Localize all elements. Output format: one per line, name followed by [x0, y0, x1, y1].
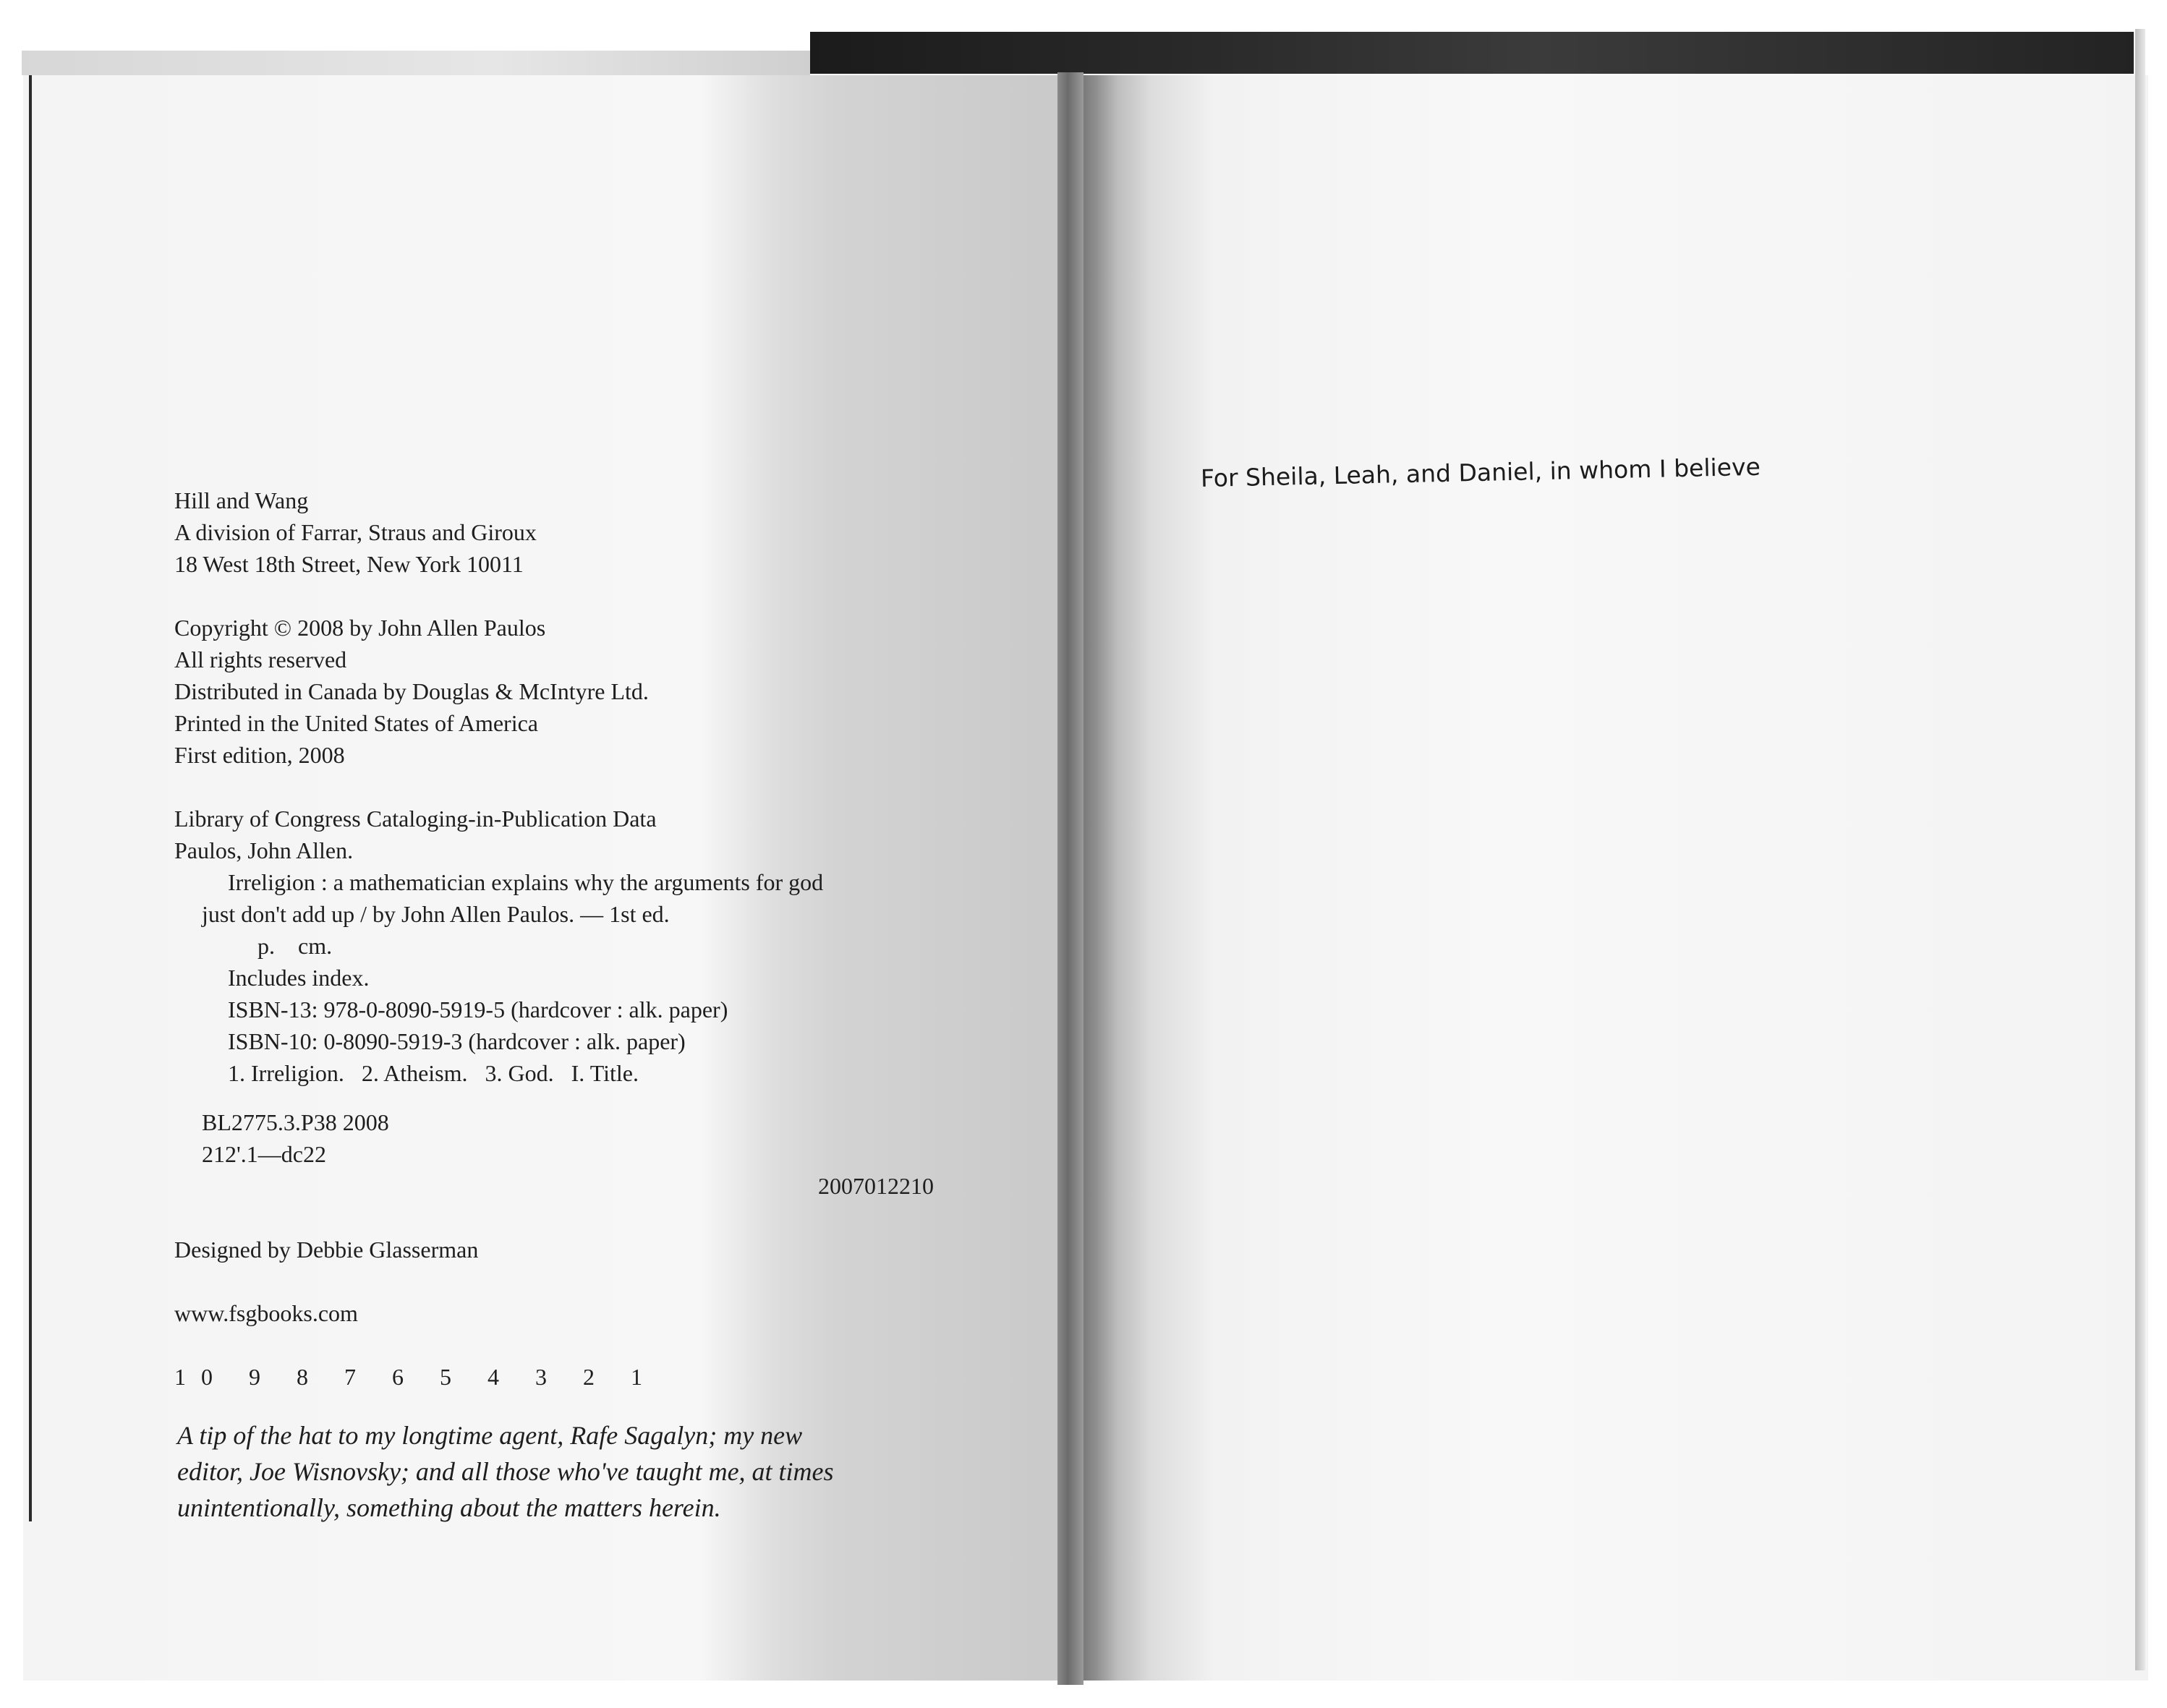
cip-title-line-2: just don't add up / by John Allen Paulos. — 1st ed. [202, 901, 670, 927]
acknowledgment-line-2: editor, Joe Wisnovsky; and all those who've taught me, at times [177, 1457, 834, 1486]
rights-reserved: All rights reserved [174, 646, 347, 672]
cip-isbn10: ISBN-10: 0-8090-5919-3 (hardcover : alk. paper) [228, 1028, 686, 1054]
publisher-division: A division of Farrar, Straus and Giroux [174, 519, 537, 545]
publisher-website: www.fsgbooks.com [174, 1300, 358, 1326]
acknowledgment-line-3: unintentionally, something about the matters herein. [177, 1493, 721, 1522]
acknowledgment-line-1: A tip of the hat to my longtime agent, Rafe Sagalyn; my new [177, 1421, 803, 1450]
cip-lccn: 2007012210 [818, 1173, 934, 1199]
cip-subjects: 1. Irreligion. 2. Atheism. 3. God. I. Title. [228, 1060, 639, 1086]
publisher-address: 18 West 18th Street, New York 10011 [174, 551, 524, 577]
edition: First edition, 2008 [174, 742, 345, 768]
cip-title-line-1: Irreligion : a mathematician explains why the arguments for god [228, 869, 824, 895]
printing-line: 10 9 8 7 6 5 4 3 2 1 [174, 1364, 657, 1390]
left-page-edge [29, 75, 32, 1521]
printed-in: Printed in the United States of America [174, 710, 538, 736]
dedication: For Sheila, Leah, and Daniel, in whom I believe [1200, 452, 1761, 492]
copyright-notice: Copyright © 2008 by John Allen Paulos [174, 615, 546, 641]
book-gutter [1057, 72, 1084, 1685]
cip-physical: p. cm. [257, 933, 333, 959]
cip-index-note: Includes index. [228, 965, 370, 991]
copyright-page-text [174, 484, 955, 1393]
canada-distribution: Distributed in Canada by Douglas & McIntyre Ltd. [174, 678, 649, 704]
publisher-name: Hill and Wang [174, 487, 309, 513]
acknowledgment [177, 1417, 973, 1526]
designer-credit: Designed by Debbie Glasserman [174, 1237, 479, 1263]
cip-isbn13: ISBN-13: 978-0-8090-5919-5 (hardcover : alk. paper) [228, 996, 728, 1022]
top-edge-light-strip [22, 51, 810, 75]
right-page [1063, 75, 2148, 1681]
cip-lc-class: BL2775.3.P38 2008 [202, 1109, 389, 1135]
cip-dewey: 212'.1—dc22 [202, 1141, 326, 1167]
top-edge-dark-strip [810, 32, 2134, 74]
cip-author: Paulos, John Allen. [174, 837, 354, 863]
cip-heading: Library of Congress Cataloging-in-Publication Data [174, 806, 657, 832]
right-page-edge [2135, 29, 2145, 1670]
